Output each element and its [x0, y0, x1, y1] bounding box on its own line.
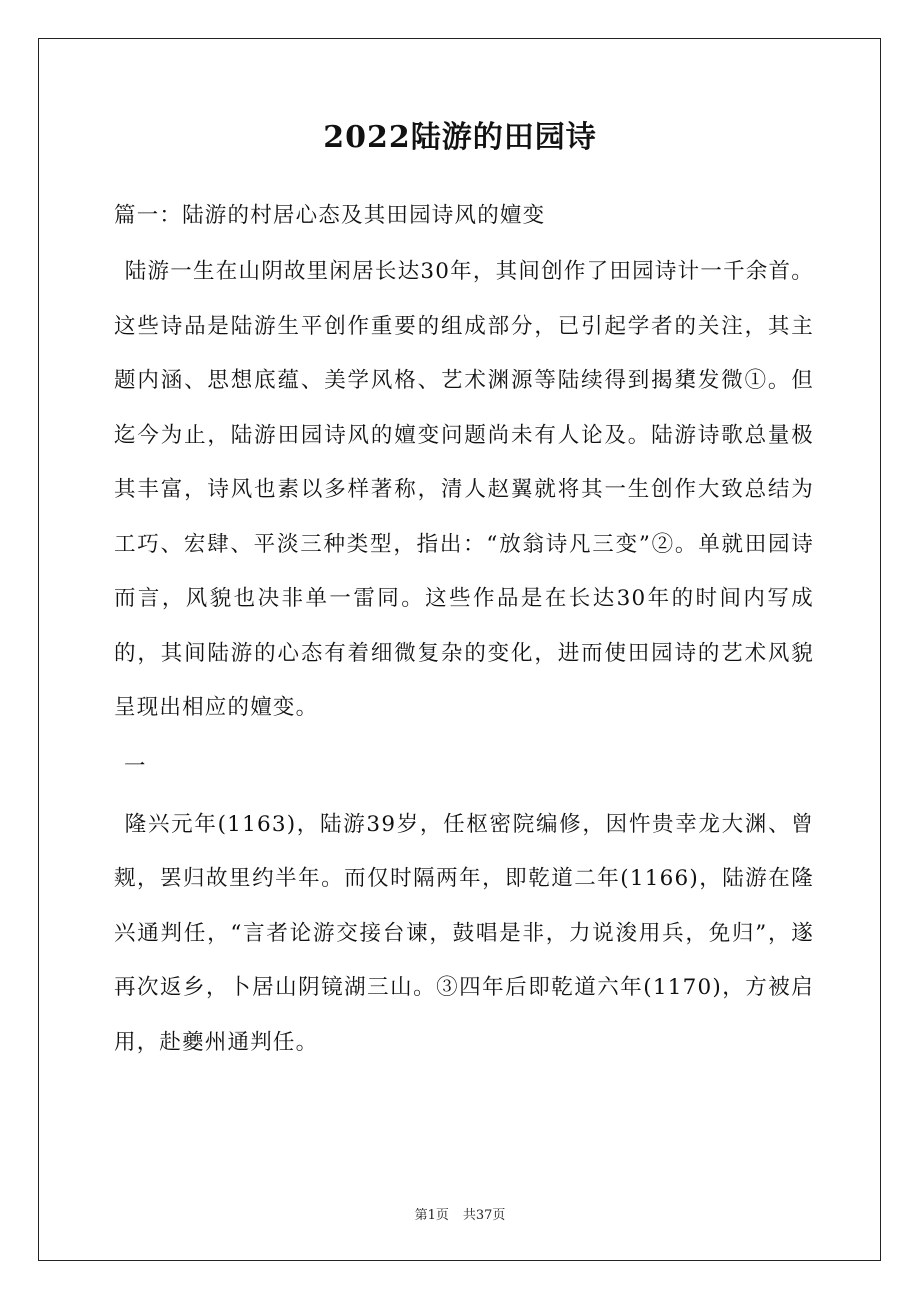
section-number: 一	[124, 753, 147, 779]
paragraph: 隆兴元年(1163)，陆游39岁，任枢密院编修，因忤贵幸龙大渊、曾觌，罢归故里约半年。而仅时隔两年，即乾道二年(1166)，陆游在隆兴通判任，“言者论游交接台谏，鼓唱是非，力说浚用兵，免归”，遂再次返乡，卜居山阴镜湖三山。③四年后即乾道六年(1170)，方被启用，赴夔州通判任。	[114, 811, 814, 1055]
page-number: 第1页	[414, 1208, 449, 1223]
paragraph: 陆游一生在山阴故里闲居长达30年，其间创作了田园诗计一千余首。这些诗品是陆游生平创作重要的组成部分，已引起学者的关注，其主题内涵、思想底蕴、美学风格、艺术渊源等陆续得到揭橥发微①。但迄今为止，陆游田园诗风的嬗变问题尚未有人论及。陆游诗歌总量极其丰富，诗风也素以多样著称，清人赵翼就将其一生创作大致总结为工巧、宏肆、平淡三种类型，指出：“放翁诗凡三变”②。单就田园诗而言，风貌也决非单一雷同。这些作品是在长达30年的时间内写成的，其间陆游的心态有着细微复杂的变化，进而使田园诗的艺术风貌呈现出相应的嬗变。	[114, 259, 814, 720]
section-heading: 篇一：陆游的村居心态及其田园诗风的嬗变	[114, 203, 546, 228]
page-total: 共37页	[462, 1208, 506, 1223]
page-footer	[0, 1206, 920, 1226]
document-body	[114, 198, 814, 1070]
document-title: 2022陆游的田园诗	[323, 120, 597, 155]
